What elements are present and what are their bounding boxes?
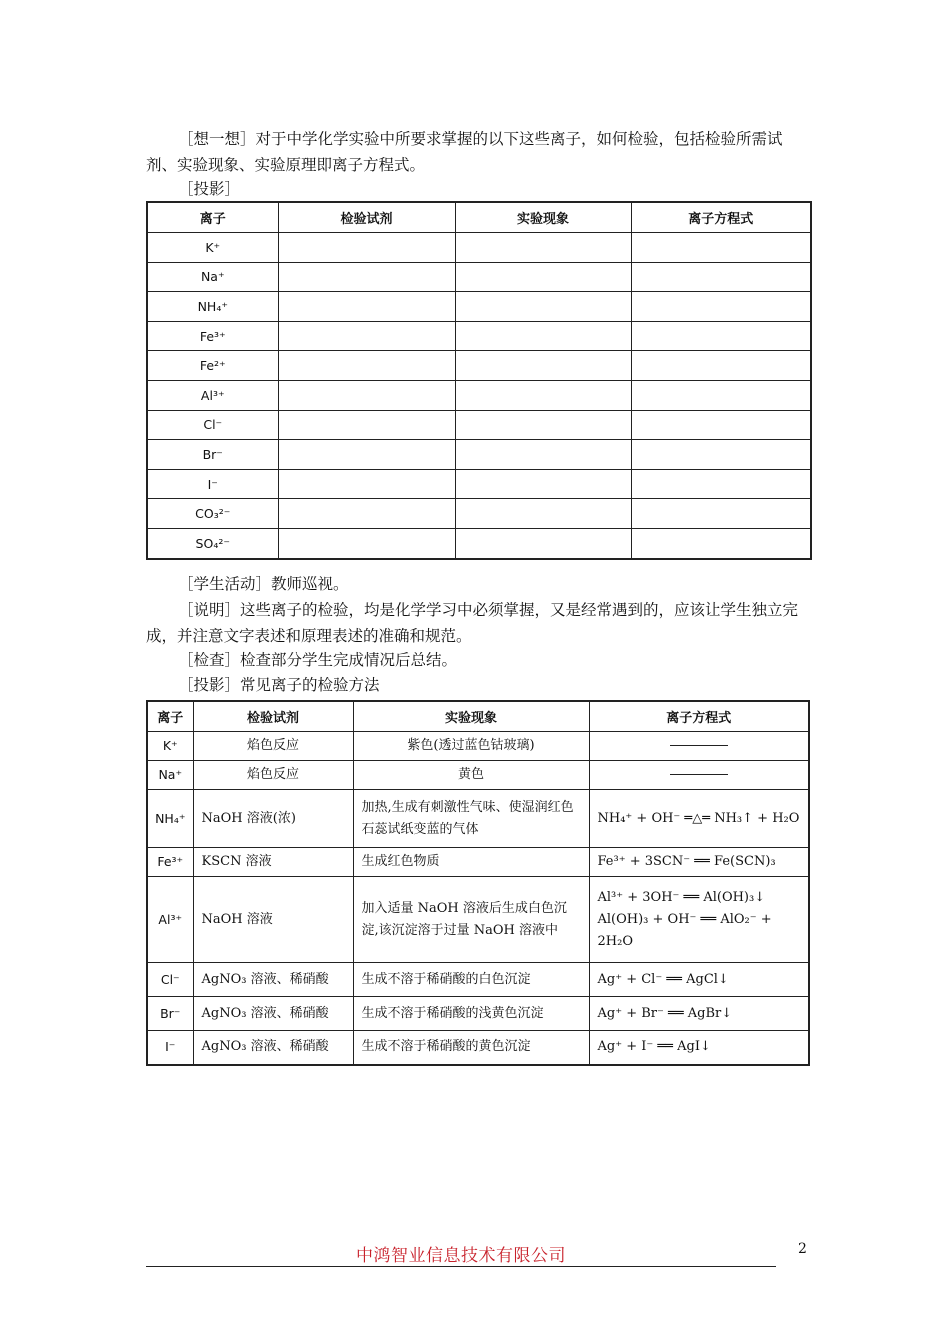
- blank-cell: [278, 233, 455, 263]
- equation-cell: [589, 732, 809, 761]
- blank-cell: [455, 380, 631, 410]
- blank-cell: [455, 440, 631, 470]
- table-header-row: [147, 701, 809, 732]
- equation-line-2: Al(OH)₃ + OH⁻ ══ AlO₂⁻ + 2H₂O: [597, 911, 772, 949]
- table-row: [147, 1031, 809, 1065]
- blank-cell: [631, 380, 811, 410]
- phenomenon-cell: 生成不溶于稀硝酸的黄色沉淀: [353, 1031, 589, 1065]
- ion-cell: Na⁺: [147, 761, 193, 790]
- blank-cell: [631, 469, 811, 499]
- reagent-cell: 焰色反应: [193, 761, 353, 790]
- reagent-cell: NaOH 溶液: [193, 877, 353, 963]
- phenomenon-cell: 加入适量 NaOH 溶液后生成白色沉淀,该沉淀溶于过量 NaOH 溶液中: [353, 877, 589, 963]
- ion-cell: Cl⁻: [147, 963, 193, 997]
- table-row: [147, 528, 811, 558]
- ion-cell: Fe³⁺: [147, 321, 278, 351]
- phenomenon-cell: 紫色(透过蓝色钴玻璃): [353, 732, 589, 761]
- ion-cell: I⁻: [147, 1031, 193, 1065]
- blank-cell: [278, 380, 455, 410]
- header-reagent: 检验试剂: [278, 202, 455, 233]
- blank-cell: [631, 499, 811, 529]
- table-row: [147, 410, 811, 440]
- blank-cell: [455, 351, 631, 381]
- dash-line: [670, 774, 728, 775]
- blank-cell: [631, 410, 811, 440]
- ion-cell: K⁺: [147, 732, 193, 761]
- think-text: 对于中学化学实验中所要求掌握的以下这些离子，如何检验，包括检验所需试剂、实验现象、实验原理即离子方程式。: [146, 130, 783, 174]
- think-tag: ［想一想］: [178, 130, 256, 148]
- explain-paragraph: ［说明］这些离子的检验，均是化学学习中必须掌握，又是经常遇到的，应该让学生独立完成，并注意文字表述和原理表述的准确和规范。: [146, 601, 799, 645]
- table-row: [147, 233, 811, 263]
- ion-cell: Na⁺: [147, 262, 278, 292]
- ion-cell: SO₄²⁻: [147, 528, 278, 558]
- equation-cell: Ag⁺ + Br⁻ ══ AgBr↓: [589, 997, 809, 1031]
- ion-cell: NH₄⁺: [147, 292, 278, 322]
- blank-cell: [278, 440, 455, 470]
- blank-cell: [278, 292, 455, 322]
- blank-cell: [278, 351, 455, 381]
- blank-cell: [631, 440, 811, 470]
- blank-cell: [455, 410, 631, 440]
- blank-cell: [455, 292, 631, 322]
- table-row: [147, 732, 809, 761]
- equation-cell: [589, 761, 809, 790]
- equation-cell: Fe³⁺ + 3SCN⁻ ══ Fe(SCN)₃: [589, 848, 809, 877]
- reagent-cell: NaOH 溶液(浓): [193, 790, 353, 848]
- table-row: [147, 351, 811, 381]
- blank-cell: [278, 321, 455, 351]
- table-row: [147, 440, 811, 470]
- reagent-cell: AgNO₃ 溶液、稀硝酸: [193, 963, 353, 997]
- dash-line: [670, 745, 728, 746]
- phenomenon-cell: 生成不溶于稀硝酸的白色沉淀: [353, 963, 589, 997]
- footer-company-name: 中鸿智业信息技术有限公司: [356, 1246, 566, 1266]
- reagent-cell: KSCN 溶液: [193, 848, 353, 877]
- phenomenon-cell: 黄色: [353, 761, 589, 790]
- table-row: [147, 499, 811, 529]
- ion-cell: Al³⁺: [147, 380, 278, 410]
- table-row: [147, 321, 811, 351]
- table-row: [147, 761, 809, 790]
- blank-cell: [278, 469, 455, 499]
- phenomenon-cell: 生成红色物质: [353, 848, 589, 877]
- table-row: [147, 469, 811, 499]
- header-ion: 离子: [147, 701, 193, 732]
- ion-test-method-table: [146, 700, 810, 1066]
- ion-cell: CO₃²⁻: [147, 499, 278, 529]
- equation-line-1: Al³⁺ + 3OH⁻ ══ Al(OH)₃↓: [597, 889, 766, 905]
- blank-cell: [455, 469, 631, 499]
- ion-cell: Al³⁺: [147, 877, 193, 963]
- blank-cell: [631, 262, 811, 292]
- student-activity: ［学生活动］教师巡视。: [178, 575, 349, 593]
- blank-cell: [278, 262, 455, 292]
- check-line: ［检查］检查部分学生完成情况后总结。: [178, 651, 458, 669]
- projection-label-1: ［投影］: [178, 180, 241, 198]
- reagent-cell: 焰色反应: [193, 732, 353, 761]
- header-equation: 离子方程式: [631, 202, 811, 233]
- blank-cell: [631, 528, 811, 558]
- table-row: [147, 380, 811, 410]
- blank-cell: [455, 233, 631, 263]
- equation-cell: [589, 877, 809, 963]
- reagent-cell: AgNO₃ 溶液、稀硝酸: [193, 1031, 353, 1065]
- phenomenon-cell: 加热,生成有刺激性气味、使湿润红色石蕊试纸变蓝的气体: [353, 790, 589, 848]
- ion-cell: Fe²⁺: [147, 351, 278, 381]
- equation-cell: Ag⁺ + I⁻ ══ AgI↓: [589, 1031, 809, 1065]
- think-paragraph: [146, 126, 810, 178]
- ion-cell: Fe³⁺: [147, 848, 193, 877]
- blank-cell: [455, 262, 631, 292]
- table-row: [147, 997, 809, 1031]
- blank-cell: [631, 233, 811, 263]
- reagent-cell: AgNO₃ 溶液、稀硝酸: [193, 997, 353, 1031]
- table-row: [147, 292, 811, 322]
- blank-cell: [631, 351, 811, 381]
- projection-label-2: ［投影］常见离子的检验方法: [178, 676, 380, 694]
- page-number: 2: [798, 1241, 807, 1257]
- header-phenomenon: 实验现象: [353, 701, 589, 732]
- equation-cell: Ag⁺ + Cl⁻ ══ AgCl↓: [589, 963, 809, 997]
- blank-cell: [278, 410, 455, 440]
- ion-cell: Cl⁻: [147, 410, 278, 440]
- blank-cell: [455, 528, 631, 558]
- header-reagent: 检验试剂: [193, 701, 353, 732]
- blank-cell: [631, 321, 811, 351]
- table-row: [147, 790, 809, 848]
- blank-cell: [631, 292, 811, 322]
- table-row: [147, 262, 811, 292]
- ion-cell: I⁻: [147, 469, 278, 499]
- header-equation: 离子方程式: [589, 701, 809, 732]
- ion-cell: Br⁻: [147, 997, 193, 1031]
- table-header-row: [147, 202, 811, 233]
- table-row: [147, 877, 809, 963]
- table-row: [147, 848, 809, 877]
- footer-rule: [146, 1266, 776, 1267]
- header-ion: 离子: [147, 202, 278, 233]
- blank-cell: [278, 528, 455, 558]
- blank-cell: [455, 321, 631, 351]
- blank-ion-table: [146, 201, 812, 560]
- blank-cell: [278, 499, 455, 529]
- ion-cell: K⁺: [147, 233, 278, 263]
- header-phenomenon: 实验现象: [455, 202, 631, 233]
- phenomenon-cell: 生成不溶于稀硝酸的浅黄色沉淀: [353, 997, 589, 1031]
- ion-cell: Br⁻: [147, 440, 278, 470]
- equation-cell: NH₄⁺ + OH⁻ ═△═ NH₃↑ + H₂O: [589, 790, 809, 848]
- table-row: [147, 963, 809, 997]
- blank-cell: [455, 499, 631, 529]
- ion-cell: NH₄⁺: [147, 790, 193, 848]
